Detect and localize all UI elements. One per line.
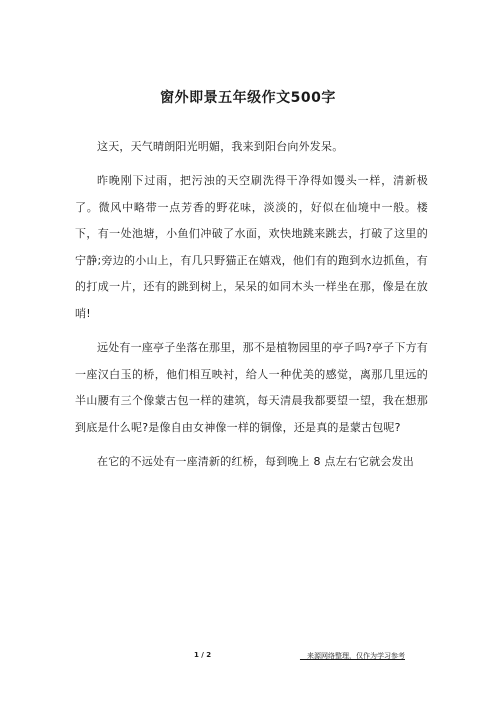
paragraph-2: 昨晚刚下过雨，把污浊的天空刷洗得干净得如馒头一样，清新极了。微风中略带一点芳香的野花味，淡淡的，好似在仙境中一般。楼下，有一处池塘，小鱼们冲破了水面，欢快地跳来跳去，打破了这里的宁静;旁边的小山上，有几只野猫正在嬉戏，他们有的跑到水边抓鱼，有的打成一片，还有的跳到树上，呆呆的如同木头一样坐在那，像是在放哨!	[75, 174, 428, 321]
page-footer	[0, 651, 496, 665]
paragraph-1: 这天，天气晴朗阳光明媚，我来到阳台向外发呆。	[97, 140, 344, 153]
paragraph-4: 在它的不远处有一座清新的红桥，每到晚上 8 点左右它就会发出	[97, 455, 414, 469]
page-number: 1 / 2	[194, 651, 212, 659]
source-note: __来源网络整理，仅作为学习参考	[300, 652, 405, 660]
article-body	[75, 134, 428, 483]
paragraph-3: 远处有一座亭子坐落在那里，那不是植物园里的亭子吗?亭子下方有一座汉白玉的桥，他们相互映衬，给人一种优美的感觉，离那几里远的半山腰有三个像蒙古包一样的建筑，每天清晨我都要望一望，我在想那到底是什么呢?是像自由女神像一样的铜像，还是真的是蒙古包呢?	[75, 341, 428, 434]
page-title: 窗外即景五年级作文500字	[160, 90, 336, 106]
